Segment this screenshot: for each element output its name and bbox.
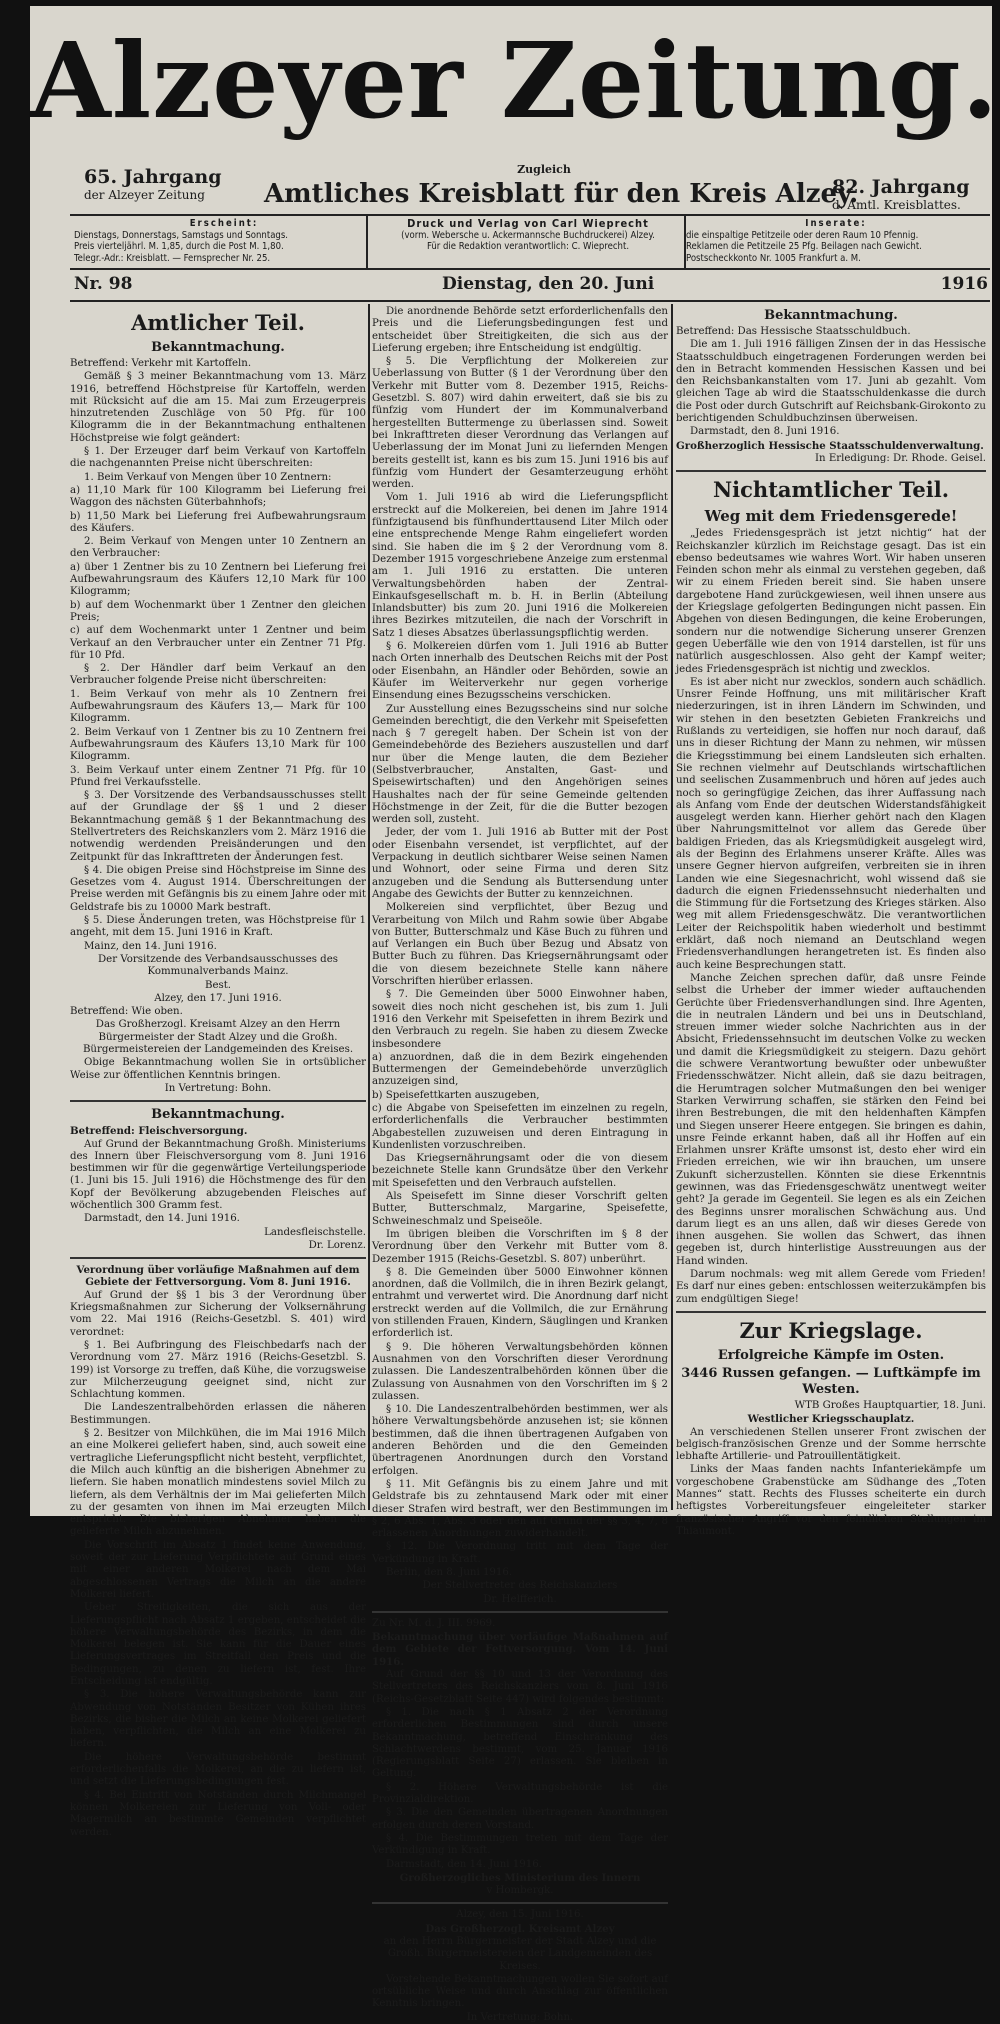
info-mid-line: (vorm. Webersche u. Ackermannsche Buchdruckerei) Alzey. [401, 229, 655, 241]
paragraph: Die Vorschrift im Absatz 1 findet keine Anwendung, soweit der zur Lieferung Verpflichtete auf Grund eines mit einer anderen Molkerei nach dem Mai abgeschlossenen Vertrags die Milch an die andere Molkerei liefert. [70, 1539, 366, 1600]
paragraph: b) 11,50 Mark bei Lieferung frei Aufbewahrungsraum des Käufers. [70, 510, 366, 534]
war-report-subheading: Erfolgreiche Kämpfe im Osten. [717, 1347, 945, 1363]
paragraph: § 1. Bei Aufbringung des Fleischbedarfs nach der Verordnung vom 27. März 1916 (Reichs-Gesetzbl. S. 199) ist Vorsorge zu treffen, daß Kühe, die vorzugsweise zur Milcherzeugung geeignet sind, nicht zur Schlachtung kommen. [70, 1339, 366, 1401]
paragraph: „Jedes Friedensgespräch ist jetzt nichtig“ hat der Reichskanzler kürzlich im Reichstage gesagt. Das ist ein ebenso bedeutsames wie wahres Wort. Wir haben unseren Feinden schon mehr als einmal zu verstehen gegeben, daß wir zu einem Frieden bereit sind. Sie haben unsere dargebotene Hand zurückgewiesen, weil ihnen unsere aus der Kriegslage gefolgerten Bedingungen nicht passen. Ein Abgehen von diesen Bedingungen, die keine Eroberungen, sondern nur die notwendige Sicherung unserer Grenzen gegen Ueberfälle wie den von 1914 darstellen, ist für uns natürlich ausgeschlossen. Also geht der Kampf weiter; jedes Friedensgespräch ist nichtig und zwecklos. [676, 528, 986, 675]
column-3 [676, 306, 986, 1537]
paragraph: Obige Bekanntmachung wollen Sie in ortsüblicher Weise zur öffentlichen Kenntnis bringen. [70, 1057, 366, 1081]
paragraph: Zu Nr. M. d. J. III. 9969. [372, 1617, 496, 1629]
info-left-line: Preis vierteljährl. M. 1,85, durch die Post M. 1,80. [74, 241, 284, 252]
paragraph: § 4. Die obigen Preise sind Höchstpreise im Sinne des Gesetzes vom 4. August 1914. Überschreitungen der Preise werden mit Gefängnis bis zu einem Jahre oder mit Geldstrafe bis zu 10000 Mark bestraft. [70, 864, 366, 913]
theater-heading: Westlicher Kriegsschauplatz. [747, 1413, 915, 1426]
paragraph: Betreffend: Fleischversorgung. [70, 1125, 248, 1138]
date-line: Berlin, den 8. Juni 1916. [386, 1566, 513, 1578]
notice-title: Bekanntmachung. [151, 1107, 285, 1123]
paragraph: a) 11,10 Mark für 100 Kilogramm bei Lieferung frei Waggon des nächsten Güterbahnhofs; [70, 484, 366, 509]
ordinance-title: Verordnung über vorläufige Maßnahmen auf dem Gebiete der Fettversorgung. Vom 8. Juni 1916. [76, 1264, 360, 1289]
dateline-report: WTB Großes Hauptquartier, 18. Juni. [794, 1399, 986, 1411]
info-box-right [686, 218, 986, 264]
issue-date: Dienstag, den 20. Juni [442, 274, 655, 294]
paragraph: § 9. Die höheren Verwaltungsbehörden können Ausnahmen von den Vorschriften dieser Verordnung zulassen. Die Landeszentralbehörden können über die Zulassung von Ausnahmen von den Vorschriften im § 2 zulassen. [372, 1341, 668, 1402]
rule-top [70, 214, 990, 216]
paragraph: § 3. Der Vorsitzende des Verbandsausschusses stellt auf der Grundlage der §§ 1 und 2 dieser Bekanntmachung gemäß § 1 der Bekanntmachung des Stellvertreters des Reichskanzlers vom 2. März 1916 die notwendig werdenden Preisänderungen und den Zeitpunkt für das Inkrafttreten der Änderungen fest. [70, 790, 366, 863]
paragraph: Vom 1. Juli 1916 ab wird die Lieferungspflicht erstreckt auf die Molkereien, bei denen im Jahre 1914 fünfzigtausend bis fünfhunderttausend Liter Milch oder eine entsprechende Menge Rahm eingeliefert worden sind. Sie haben die im § 2 der Verordnung vom 8. Dezember 1915 vorgeschriebene Anzeige zum erstenmal am 1. Juli 1916 zu erstatten. Die unteren Verwaltungsbehörden haben der Zentral-Einkaufsgesellschaft m. b. H. in Berlin (Abteilung Inlandsbutter) bis zum 20. Juni 1916 die Molkereien ihres Bezirkes mitzuteilen, die nach der Vorschrift in Satz 1 dieses Absatzes überlassungspflichtig werden. [372, 492, 668, 639]
paragraph: 2. Beim Verkauf von 1 Zentner bis zu 10 Zentnern frei Aufbewahrungsraum des Käufers 13,10 Mark für 100 Kilogramm. [70, 726, 366, 763]
paragraph: Die Landeszentralbehörden erlassen die näheren Bestimmungen. [70, 1402, 366, 1426]
volume-left [84, 166, 274, 203]
paragraph: Jeder, der vom 1. Juli 1916 ab Butter mit der Post oder Eisenbahn versendet, ist verpflichtet, auf der Verpackung in deutlich sichtbarer Weise seinen Namen und Wohnort, oder seine Firma und deren Sitz anzugeben und die Sendung als Buttersendung unter Angabe des Gewichts der Butter zu kennzeichnen. [372, 827, 668, 900]
date-line: Alzey, den 15. Juni 1916. [456, 1909, 584, 1921]
info-left-line: Dienstags, Donnerstags, Samstags und Sonntags. [74, 229, 289, 241]
paragraph: § 3. Die höhere Verwaltungsbehörde kann zur Abwendung von Notständen Besitzer von Kühen ihres Bezirks, die bisher die Milch an keine Molkerei geliefert haben, verpflichten, die Milch an eine Molkerei zu liefern. [70, 1689, 366, 1750]
info-mid-line: Druck und Verlag von Carl Wieprecht [407, 217, 649, 230]
paragraph: § 7. Die Gemeinden über 5000 Einwohner haben, soweit dies noch nicht geschehen ist, bis zum 1. Juli 1916 den Verkehr mit Speisefetten in ihrem Bezirk und den Verbrauch zu regeln. Sie haben zu diesem Zwecke insbesondere [372, 989, 668, 1050]
info-box-middle [368, 218, 688, 253]
notice-title: Bekanntmachung. [764, 308, 898, 323]
volume-right-number: 82. Jahrgang [832, 176, 970, 198]
paragraph: § 2. Besitzer von Milchkühen, die im Mai 1916 Milch an eine Molkerei geliefert haben, sind, auch soweit eine vertragliche Lieferungspflicht nicht besteht, verpflichtet, die Milch auch künftig an die bisherigen Abnehmer zu liefern. Sie haben monatlich mindestens soviel Milch zu liefern, als dem Verhältnis der im Mai gelieferten Milch zu der gesamten von ihnen im Mai erzeugten Milch entspricht. Die bisherigen Abnehmer haben die gelieferte Milch abzunehmen. [70, 1428, 366, 1538]
rule-bottom [70, 300, 990, 302]
date-line: Alzey, den 17. Juni 1916. [154, 992, 282, 1004]
notice-title: Bekanntmachung. [151, 340, 285, 355]
info-right-line: Inserate: [805, 218, 867, 229]
masthead [30, 6, 999, 156]
paragraph: Betreffend: Wie oben. [70, 1006, 183, 1018]
paragraph: § 5. Die Verpflichtung der Molkereien zur Ueberlassung von Butter (§ 1 der Verordnung über den Verkehr mit Butter vom 8. Dezember 1915, Reichs-Gesetzbl. S. 807) wird dahin erweitert, daß sie bis zu fünfzig vom Hundert der im Kommunalverband hergestellten Buttermenge zu überlassen sind. Soweit bei Inkrafttreten dieser Verordnung das Verlangen auf Ueberlassung der im Monat Juni zu liefernden Mengen bereits gestellt ist, kann es bis zum 15. Juni 1916 bis auf fünfzig vom Hundert der Gesamterzeugung erhöht werden. [372, 356, 668, 491]
paragraph: b) Speisefettkarten auszugeben, [372, 1089, 540, 1101]
paragraph: Die höhere Verwaltungsbehörde bestimmt erforderlichenfalls die Molkerei, an die zu liefern ist, und setzt die Lieferungsbedingungen fest. [70, 1751, 366, 1788]
info-left-line: Telegr.-Adr.: Kreisblatt. — Fernsprecher Nr. 25. [74, 252, 271, 264]
divider [676, 1311, 986, 1313]
paragraph: Auf Grund der §§ 1 bis 3 der Verordnung über Kriegsmaßnahmen zur Sicherung der Volksernährung vom 22. Mai 1916 (Reichs-Gesetzbl. S. 401) wird verordnet: [70, 1289, 366, 1338]
info-box-left [74, 218, 374, 264]
paragraph: c) auf dem Wochenmarkt unter 1 Zentner und beim Verkauf an den Verbraucher unter ein Zentner 71 Pfg. für 10 Pfd. [70, 625, 366, 661]
info-right-line: Reklamen die Petitzeile 25 Pfg. Beilagen nach Gewicht. [686, 241, 922, 252]
signature: v Hombergk. [486, 1885, 554, 1897]
paragraph: Ueber Streitigkeiten, die sich aus der Lieferungspflicht nach Absatz 1 ergeben, entscheidet die höhere Verwaltungsbehörde des Bezirks, in dem die Molkerei belegen ist. Sie kann für die Dauer eines Lieferungsvertrages im Streitfall den Preis und die Bedingungen, zu denen zu liefern ist, fest. Ihre Entscheidung ist endgültig. [70, 1602, 366, 1687]
paragraph: § 2. Höhere Verwaltungsbehörde ist die Provinzialdirektion. [372, 1781, 668, 1806]
volume-right [832, 176, 992, 213]
paragraph: 1. Beim Verkauf von Mengen über 10 Zentnern: [84, 471, 332, 483]
signature: Best. [204, 979, 232, 991]
divider [70, 1257, 366, 1259]
paragraph: Das Großherzogl. Kreisamt Alzey [425, 1922, 615, 1935]
ordinance-title: Bekanntmachung über vorläufige Maßnahmen auf dem Gebiete der Fettversorgung. Vom 14. Juni 1916. [372, 1631, 668, 1668]
divider [372, 1611, 668, 1613]
paragraph: § 12. Die Verordnung tritt mit dem Tage der Verkündung in Kraft. [372, 1541, 668, 1565]
paragraph: § 11. Mit Gefängnis bis zu einem Jahre und mit Geldstrafe bis zu zehntausend Mark oder mit einer dieser Strafen wird bestraft, wer den Bestimmungen im § 2, 6 Abs. 1, Abs. 3 oder den auf Grund der §§ 3, 4, 7, 8 erlassenen Anordnungen zuwiderhandelt. [372, 1478, 668, 1540]
newspaper-page [30, 6, 999, 2023]
paragraph: 3. Beim Verkauf unter einem Zentner 71 Pfg. für 10 Pfund frei Verkaufsstelle. [70, 764, 366, 788]
paragraph: Das Kriegsernährungsamt oder die von diesem bezeichnete Stelle kann Grundsätze über den Verkehr mit Speisefetten und den Verbrauch aufstellen. [372, 1153, 668, 1189]
paragraph: Betreffend: Das Hessische Staatsschuldbuch. [676, 326, 911, 337]
paragraph: Betreffend: Verkehr mit Kartoffeln. [70, 358, 252, 369]
column-divider [671, 304, 673, 1510]
paragraph: Der Vorsitzende des Verbandsausschusses des Kommunalverbands Mainz. [98, 953, 338, 978]
signature: In Vertretung: Bohn. [466, 2011, 574, 2023]
date-line: Darmstadt, den 14. Juni 1916. [84, 1213, 240, 1225]
signature: Dr. Lorenz. [308, 1239, 366, 1251]
dateline [70, 270, 990, 300]
paragraph: § 1. Der Erzeuger darf beim Verkauf von Kartoffeln die nachgenannten Preise nicht überschreiten: [70, 446, 366, 470]
issue-number: Nr. 98 [74, 274, 133, 294]
paragraph: Vorstehende Bekanntmachungen wollen Sie sofort auf ortsübliche Weise und durch Anschlag zur öffentlichen Kenntnis bringen. [372, 1973, 668, 2010]
paragraph: § 4. Bei Eintritt von Notständen durch Milchmangel können Molkereien zur Lieferung von Voll- oder Magermilch an bestimmte Gemeinden verpflichtet werden. [70, 1789, 366, 1838]
divider [70, 1100, 366, 1102]
subtitle: Amtliches Kreisblatt für den Kreis Alzey. [264, 179, 859, 209]
section-heading: Amtlicher Teil. [131, 310, 305, 335]
zugleich-label: Zugleich [517, 163, 571, 176]
paragraph: An verschiedenen Stellen unserer Front zwischen der belgisch-französischen Grenze und der Somme herrschte lebhafte Artillerie- und Patrouillentätigkeit. [676, 1426, 986, 1463]
paragraph: Zur Ausstellung eines Bezugsscheins sind nur solche Gemeinden berechtigt, die den Verkehr mit Speisefetten nach § 7 geregelt haben. Der Schein ist von der Gemeindebehörde des Beziehers auszustellen und darf nur über die Menge lauten, die dem Bezieher (Selbstverbraucher, Anstalten, Gast- und Speisewirtschaften) und den Angehörigen seines Haushaltes nach der für seine Gemeinde geltenden Höchstmenge in der Zeit, für die die Butter bezogen werden soll, zusteht. [372, 703, 668, 826]
paragraph: § 5. Diese Änderungen treten, was Höchstpreise für 1 angeht, mit dem 15. Juni 1916 in Kraft. [70, 915, 366, 939]
paragraph: Die am 1. Juli 1916 fälligen Zinsen der in das Hessische Staatsschuldbuch eingetragenen Forderungen werden bei den in Betracht kommenden Hessischen Kassen und bei den Reichsbankanstalten vom 17. Juni ab gezahlt. Vom gleichen Tage ab wird die Staatsschuldenkasse die durch die Post oder durch Gutschrift auf Reichsbank-Girokonto zu berichtigenden Schuldbuchzinsen überweisen. [676, 339, 986, 425]
issue-year: 1916 [940, 274, 988, 294]
paragraph: Darum nochmals: weg mit allem Gerede vom Frieden! Es darf nur eines geben: entschlossen weiterzukämpfen bis zum endgültigen Siege! [676, 1269, 986, 1305]
paragraph: 1. Beim Verkauf von mehr als 10 Zentnern frei Aufbewahrungsraum des Käufers 13,— Mark für 100 Kilogramm. [70, 688, 366, 725]
signature: Landesfleischstelle. [264, 1226, 366, 1238]
paragraph: Die anordnende Behörde setzt erforderlichenfalls den Preis und die Lieferungsbedingungen fest und entscheidet über Streitigkeiten, die sich aus der Lieferung ergeben; ihre Entscheidung ist endgültig. [372, 306, 668, 354]
info-right-line: die einspaltige Petitzeile oder deren Raum 10 Pfennig. [686, 229, 919, 241]
info-mid-line: Für die Redaktion verantwortlich: C. Wieprecht. [426, 241, 630, 252]
paragraph: 2. Beim Verkauf von Mengen unter 10 Zentnern an den Verbraucher: [70, 536, 366, 560]
paragraph: Das Großherzogl. Kreisamt Alzey an den Herrn Bürgermeister der Stadt Alzey und die Großh. Bürgermeistereien der Landgemeinden des Kreises. [82, 1019, 354, 1056]
paragraph: Molkereien sind verpflichtet, über Bezug und Verarbeitung von Milch und Rahm sowie über Abgabe von Butter, Butterschmalz und Käse Buch zu führen und auf Verlangen ein Buch über Bezug und Absatz von Butter Buch zu führen. Das Kriegsernährungsamt oder die von diesem bezeichnete Stelle kann nähere Vorschriften hierüber erlassen. [372, 902, 668, 988]
signature: Großherzogliches Ministerium des Innern [399, 1871, 641, 1884]
info-left-line: Erscheint: [189, 218, 259, 229]
info-right-line: Postscheckkonto Nr. 1005 Frankfurt a. M. [686, 252, 861, 264]
signature: Dr. Helfferich. [483, 1593, 557, 1605]
date-line: Darmstadt, den 8. Juni 1916. [690, 426, 840, 438]
volume-left-number: 65. Jahrgang [84, 166, 222, 188]
divider [372, 1902, 668, 1904]
paragraph: § 3. Die den Gemeinden übertragenen Anordnungen erfolgen durch deren Vorstand. [372, 1807, 668, 1831]
signature: Der Stellvertreter des Reichskanzlers [422, 1580, 618, 1592]
paragraph: Links der Maas fanden nachts Infanteriekämpfe um vorgeschobene Grabenstücke am Südhange des „Toten Mannes“ statt. Rechts des Flusses scheiterte ein durch heftigstes Vorbereitungsfeuer eingeleiteter starker französischer Angriff vor den feindlichen Stellungen im Thiaumont. [676, 1464, 986, 1537]
war-report-subheading: 3446 Russen gefangen. — Luftkämpfe im Westen. [681, 1365, 981, 1397]
article-title: Weg mit dem Friedensgerede! [704, 507, 958, 526]
column-1 [70, 306, 366, 1838]
paragraph: b) auf dem Wochenmarkt über 1 Zentner den gleichen Preis; [70, 599, 366, 623]
paragraph: Manche Zeichen sprechen dafür, daß unsre Feinde selbst die Urheber der immer wieder auftauchenden Gerüchte über Friedensverhandlungen sind. Ihre Agenten, die in neutralen Ländern und bei uns in Deutschland, streuen immer wieder solche Nachrichten aus in der Absicht, Friedenssehnsucht im deutschen Volke zu wecken und damit die Kriegsmüdigkeit zu steigern. Dazu gehört die schwere Verantwortung bewußter oder unbewußter Friedensschwätzer. Nicht allein, daß sie dazu beitragen, die Herumtragen solcher Mutmaßungen den bei weniger Starken Verwirrung schaffen, sie stärken den Feind bei ihren Bestrebungen, die mit den heldenhaften Kämpfen und Siegen unserer Heere entgegen. Sie bringen es dahin, unsre Feinde erkannt haben, daß all ihr Hoffen auf ein Erlahmen unsrer Kräfte umsonst ist, desto eher wird ein Frieden erreichen, wie wir ihn brauchen, um unsere Zukunft sicherzustellen. Könnten sie diese Erkenntnis gewinnen, was das Friedensgeschwätz unentwegt weiter geht? Ja gerade im Gegenteil. Sie legen es als ein Zeichen des Beginns unsrer moralischen Schwächung aus. Und darum liegt es an uns allen, daß wir dieses Gerede von ihnen ausgehen. Sie wollen das Schwert, das ihnen gegeben ist, durch hinterlistige Ausstreuungen aus der Hand winden. [676, 972, 986, 1267]
volume-right-label: d. Amtl. Kreisblattes. [832, 198, 961, 212]
section-heading: Nichtamtlicher Teil. [712, 477, 950, 503]
paragraph: Es ist aber nicht nur zwecklos, sondern auch schädlich. Unsrer Feinde Hoffnung, uns mit militärischer Kraft niederzuringen, ist in ihren Ländern im Schwinden, und wir stehen in den besetzten Gebieten Frankreichs und Rußlands zu verteidigen, sie hoffen nur noch darauf, daß uns in dieser Richtung der Mann zu nehmen, wir müssen die Kriegsstimmung bei einem Landsleuten sich erhalten. Sie rechnen vielmehr auf Deutschlands wirtschaftlichen und seelischen Zusammenbruch und hören auf jedes auch noch so geringfügige Zeichen, das ihrer Auffassung nach als Anfang vom Ende der deutschen Widerstandsfähigkeit ausgelegt werden kann. Hierher gehört nach den Klagen über Nahrungsmittelnot vor allem das Gerede über baldigen Frieden, das als Kriegsmüdigkeit ausgelegt wird, als der Beginn des Erlahmens unserer Kräfte. Alles was unsere Gegner hiervon aufgreifen, verbreiten sie in ihren Landen wie eine Siegesnachricht, wohl wissend daß sie dadurch die eignen Friedenssehnsucht niederhalten und die Stimmung für die Fortsetzung des Krieges stärken. Also weg mit allem Friedensgeschwätz. Die verantwortlichen Leiter der Reichspolitik haben wiederholt und bestimmt erklärt, daß noch niemand an Deutschland wegen Friedensverhandlungen herangetreten ist. Es finden also auch keine Besprechungen statt. [676, 676, 986, 971]
paragraph: Als Speisefett im Sinne dieser Vorschrift gelten Butter, Butterschmalz, Margarine, Speisefette, Schweineschmalz und Speiseöle. [372, 1191, 668, 1227]
paragraph: Auf Grund der §§ 10 und 13 der Verordnung des Stellvertreters des Reichskanzlers vom 8. Juni 1916 (Reichs-Gesetzblatt Seite 447) wird folgendes bestimmt: [372, 1669, 668, 1705]
paragraph: § 8. Die Gemeinden über 5000 Einwohner können anordnen, daß die Vollmilch, die in ihren Bezirk gelangt, entrahmt und verwertet wird. Die Anordnung darf nicht erstreckt werden auf die Vollmilch, die zur Ernährung von stillenden Frauen, Kindern, Säuglingen und Kranken erforderlich ist. [372, 1266, 668, 1340]
signature: In Erledigung: Dr. Rhode. Geisel. [815, 452, 986, 464]
paragraph: § 2. Der Händler darf beim Verkauf an den Verbraucher folgende Preise nicht überschreiten: [70, 663, 366, 687]
paragraph: § 1. Die nach § 1 Absatz 2 der Verordnung erforderlichen Bestimmungen sind durch unsere Bekanntmachung, betreffend Einschränkung des Schlachtwerdens bestimmt, vom 25. Januar 1916 (Regierungsblatt Seite 27) erlassen. Sie bleiben in Geltung. [372, 1706, 668, 1780]
column-divider [368, 304, 370, 1510]
paragraph: Im übrigen bleiben die Vorschriften im § 8 der Verordnung über den Verkehr mit Butter vom 8. Dezember 1915 (Reichs-Gesetzbl. S. 807) unberührt. [372, 1228, 668, 1265]
signature: In Vertretung: Bohn. [164, 1082, 272, 1094]
volume-left-label: der Alzeyer Zeitung [84, 188, 205, 202]
signature: Großherzoglich Hessische Staatsschuldenverwaltung. [676, 439, 984, 452]
paragraph: a) anzuordnen, daß die in dem Bezirk eingehenden Buttermengen der Gemeindebehörde unverzüglich anzuzeigen sind, [372, 1051, 668, 1088]
divider [676, 470, 986, 472]
paragraph: Auf Grund der Bekanntmachung Großh. Ministeriums des Innern über Fleischversorgung vom 8. Juni 1916 bestimmen wir für die gegenwärtige Verteilungsperiode (1. Juni bis 15. Juli 1916) die Höchstmenge des für den Kopf der Bevölkerung abzugebenden Fleisches auf wöchentlich 300 Gramm fest. [70, 1138, 366, 1211]
paragraph: § 4. Die Bestimmungen treten mit dem Tage der Verkündigung in Kraft. [372, 1832, 668, 1857]
paragraph: c) die Abgabe von Speisefetten im einzelnen zu regeln, erforderlichenfalls die Verbraucher bestimmten Abgabestellen zuzuweisen und deren Eintragung in Kundenlisten vorzuschreiben. [372, 1103, 668, 1151]
war-report-heading: Zur Kriegslage. [739, 1317, 923, 1343]
paragraph: an den Herrn Bürgermeister der Stadt Alzey und die Großh. Bürgermeistereien der Landgemeinden des Kreises. [383, 1936, 657, 1972]
paragraph: Mainz, den 14. Juni 1916. [84, 940, 217, 952]
paragraph: § 10. Die Landeszentralbehörden bestimmen, wer als höhere Verwaltungsbehörde anzusehen ist; sie können bestimmen, daß die ihnen übertragenen Aufgaben von anderen Behörden und die den Gemeinden übertragenen Anordnungen durch den Vorstand erfolgen. [372, 1404, 668, 1477]
date-line: Darmstadt, den 14. Juni 1916. [386, 1858, 542, 1870]
column-2 [372, 306, 668, 2023]
newspaper-title: Alzeyer Zeitung. [30, 19, 999, 142]
subtitle-block [264, 163, 859, 211]
paragraph: § 6. Molkereien dürfen vom 1. Juli 1916 ab Butter nach Orten innerhalb des Deutschen Reichs mit der Post oder Eisenbahn, an Händler oder Behörden, sowie an Käufer im Weiterverkehr nur gegen vorherige Einsendung eines Bezugsscheins verschicken. [372, 641, 668, 702]
paragraph: a) über 1 Zentner bis zu 10 Zentnern bei Lieferung frei Aufbewahrungsraum des Käufers 12,10 Mark für 100 Kilogramm; [70, 561, 366, 598]
paragraph: Gemäß § 3 meiner Bekanntmachung vom 13. März 1916, betreffend Höchstpreise für Kartoffeln, werden mit Rücksicht auf die am 15. Mai zum Erzeugerpreis hinzutretenden Zuschläge von 50 Pfg. für 100 Kilogramm die in der Bekanntmachung enthaltenen Höchstpreise wie folgt geändert: [70, 371, 366, 444]
